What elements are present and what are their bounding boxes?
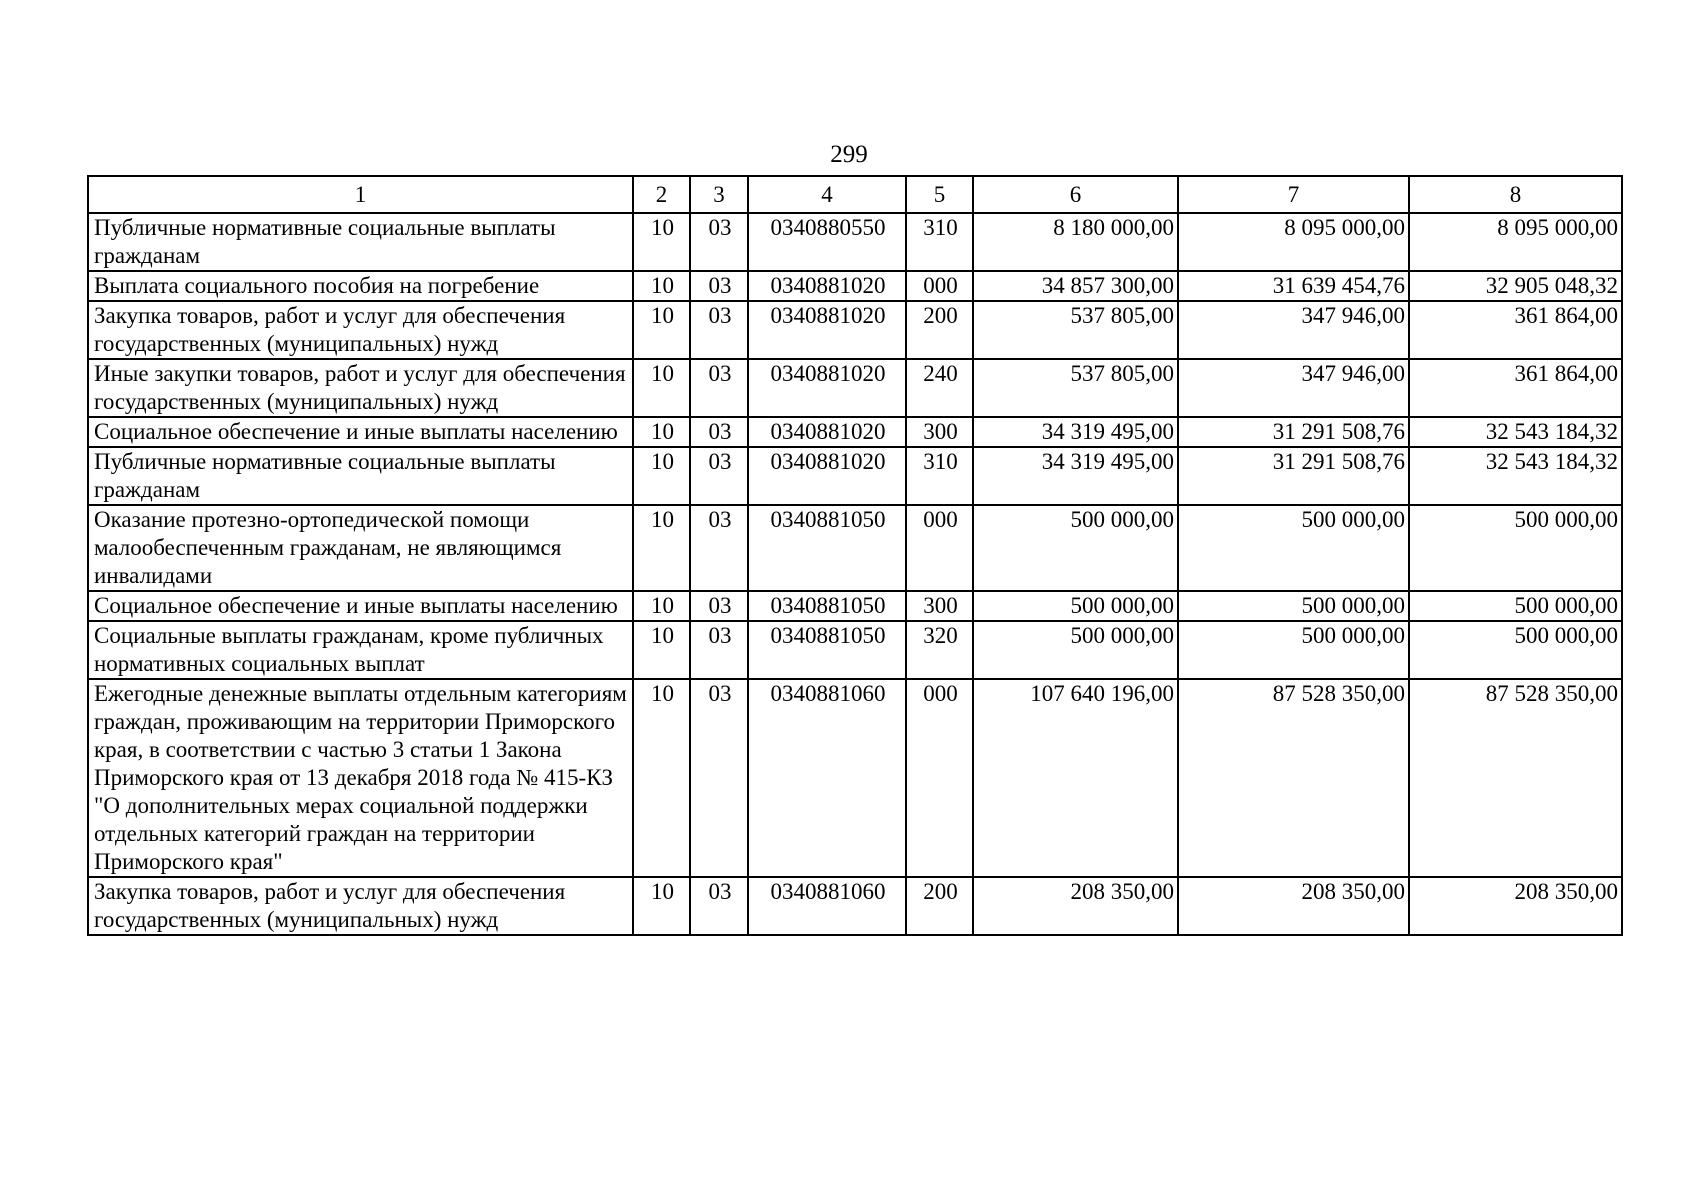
target-code-cell: 0340881050: [748, 591, 906, 621]
section-code-cell: 10: [633, 359, 690, 417]
table-row: [88, 271, 1622, 301]
amount-col8-cell: 32 543 184,32: [1409, 417, 1622, 447]
amount-col6-cell: 537 805,00: [973, 301, 1178, 359]
amount-col6-cell: 34 319 495,00: [973, 417, 1178, 447]
header-cell: 5: [906, 176, 973, 213]
amount-col7-cell: 500 000,00: [1178, 621, 1409, 679]
amount-col7-cell: 31 639 454,76: [1178, 271, 1409, 301]
amount-col7-cell: 8 095 000,00: [1178, 213, 1409, 271]
amount-col7-cell: 500 000,00: [1178, 591, 1409, 621]
header-cell: 2: [633, 176, 690, 213]
target-code-cell: 0340881020: [748, 301, 906, 359]
table-row: [88, 679, 1622, 877]
row-name-cell: Ежегодные денежные выплаты отдельным категориям граждан, проживающим на территории Приморского края, в соответствии с частью 3 статьи 1 Закона Приморского края от 13 декабря 2018 года № 415-КЗ "О дополнительных мерах социальной поддержки отдельных категорий граждан на территории Приморского края": [88, 679, 633, 877]
amount-col6-cell: 537 805,00: [973, 359, 1178, 417]
section-code-cell: 10: [633, 679, 690, 877]
row-name-cell: Социальные выплаты гражданам, кроме публичных нормативных социальных выплат: [88, 621, 633, 679]
table-row: [88, 417, 1622, 447]
budget-table: [87, 175, 1623, 936]
amount-col7-cell: 31 291 508,76: [1178, 447, 1409, 505]
row-name-cell: Социальное обеспечение и иные выплаты населению: [88, 417, 633, 447]
table-row: [88, 447, 1622, 505]
section-code-cell: 10: [633, 621, 690, 679]
expense-type-cell: 310: [906, 447, 973, 505]
amount-col7-cell: 500 000,00: [1178, 505, 1409, 591]
expense-type-cell: 200: [906, 877, 973, 935]
row-name-cell: Публичные нормативные социальные выплаты гражданам: [88, 213, 633, 271]
amount-col7-cell: 87 528 350,00: [1178, 679, 1409, 877]
section-code-cell: 10: [633, 877, 690, 935]
subsection-code-cell: 03: [690, 359, 748, 417]
row-name-cell: Социальное обеспечение и иные выплаты населению: [88, 591, 633, 621]
target-code-cell: 0340881050: [748, 621, 906, 679]
subsection-code-cell: 03: [690, 417, 748, 447]
amount-col8-cell: 208 350,00: [1409, 877, 1622, 935]
header-cell: 6: [973, 176, 1178, 213]
table-row: [88, 213, 1622, 271]
subsection-code-cell: 03: [690, 591, 748, 621]
row-name-cell: Выплата социального пособия на погребение: [88, 271, 633, 301]
amount-col8-cell: 361 864,00: [1409, 301, 1622, 359]
row-name-cell: Оказание протезно-ортопедической помощи малообеспеченным гражданам, не являющимся инвалидами: [88, 505, 633, 591]
amount-col8-cell: 32 905 048,32: [1409, 271, 1622, 301]
subsection-code-cell: 03: [690, 505, 748, 591]
table-row: [88, 621, 1622, 679]
expense-type-cell: 310: [906, 213, 973, 271]
header-cell: 7: [1178, 176, 1409, 213]
subsection-code-cell: 03: [690, 679, 748, 877]
expense-type-cell: 320: [906, 621, 973, 679]
amount-col6-cell: 8 180 000,00: [973, 213, 1178, 271]
amount-col8-cell: 361 864,00: [1409, 359, 1622, 417]
amount-col6-cell: 107 640 196,00: [973, 679, 1178, 877]
expense-type-cell: 000: [906, 271, 973, 301]
section-code-cell: 10: [633, 591, 690, 621]
header-cell: 1: [88, 176, 633, 213]
header-cell: 8: [1409, 176, 1622, 213]
amount-col6-cell: 208 350,00: [973, 877, 1178, 935]
subsection-code-cell: 03: [690, 877, 748, 935]
expense-type-cell: 300: [906, 417, 973, 447]
table-row: [88, 877, 1622, 935]
page-number: 299: [830, 141, 868, 168]
row-name-cell: Закупка товаров, работ и услуг для обеспечения государственных (муниципальных) нужд: [88, 877, 633, 935]
amount-col8-cell: 500 000,00: [1409, 505, 1622, 591]
header-cell: 3: [690, 176, 748, 213]
row-name-cell: Публичные нормативные социальные выплаты гражданам: [88, 447, 633, 505]
amount-col6-cell: 34 857 300,00: [973, 271, 1178, 301]
expense-type-cell: 240: [906, 359, 973, 417]
table-row: [88, 301, 1622, 359]
amount-col7-cell: 208 350,00: [1178, 877, 1409, 935]
subsection-code-cell: 03: [690, 213, 748, 271]
table-row: [88, 505, 1622, 591]
section-code-cell: 10: [633, 213, 690, 271]
amount-col7-cell: 347 946,00: [1178, 301, 1409, 359]
target-code-cell: 0340881050: [748, 505, 906, 591]
target-code-cell: 0340881020: [748, 417, 906, 447]
amount-col6-cell: 34 319 495,00: [973, 447, 1178, 505]
amount-col6-cell: 500 000,00: [973, 591, 1178, 621]
subsection-code-cell: 03: [690, 301, 748, 359]
section-code-cell: 10: [633, 447, 690, 505]
amount-col8-cell: 500 000,00: [1409, 621, 1622, 679]
amount-col8-cell: 87 528 350,00: [1409, 679, 1622, 877]
subsection-code-cell: 03: [690, 621, 748, 679]
amount-col7-cell: 347 946,00: [1178, 359, 1409, 417]
target-code-cell: 0340881020: [748, 447, 906, 505]
expense-type-cell: 000: [906, 679, 973, 877]
expense-type-cell: 300: [906, 591, 973, 621]
header-cell: 4: [748, 176, 906, 213]
expense-type-cell: 200: [906, 301, 973, 359]
target-code-cell: 0340881020: [748, 271, 906, 301]
amount-col6-cell: 500 000,00: [973, 505, 1178, 591]
target-code-cell: 0340881020: [748, 359, 906, 417]
target-code-cell: 0340881060: [748, 679, 906, 877]
section-code-cell: 10: [633, 417, 690, 447]
amount-col7-cell: 31 291 508,76: [1178, 417, 1409, 447]
target-code-cell: 0340880550: [748, 213, 906, 271]
amount-col8-cell: 32 543 184,32: [1409, 447, 1622, 505]
target-code-cell: 0340881060: [748, 877, 906, 935]
subsection-code-cell: 03: [690, 271, 748, 301]
subsection-code-cell: 03: [690, 447, 748, 505]
table-row: [88, 591, 1622, 621]
expense-type-cell: 000: [906, 505, 973, 591]
section-code-cell: 10: [633, 301, 690, 359]
section-code-cell: 10: [633, 505, 690, 591]
header-row: [88, 176, 1622, 213]
table-row: [88, 359, 1622, 417]
amount-col6-cell: 500 000,00: [973, 621, 1178, 679]
amount-col8-cell: 8 095 000,00: [1409, 213, 1622, 271]
row-name-cell: Иные закупки товаров, работ и услуг для обеспечения государственных (муниципальных) нужд: [88, 359, 633, 417]
section-code-cell: 10: [633, 271, 690, 301]
row-name-cell: Закупка товаров, работ и услуг для обеспечения государственных (муниципальных) нужд: [88, 301, 633, 359]
amount-col8-cell: 500 000,00: [1409, 591, 1622, 621]
